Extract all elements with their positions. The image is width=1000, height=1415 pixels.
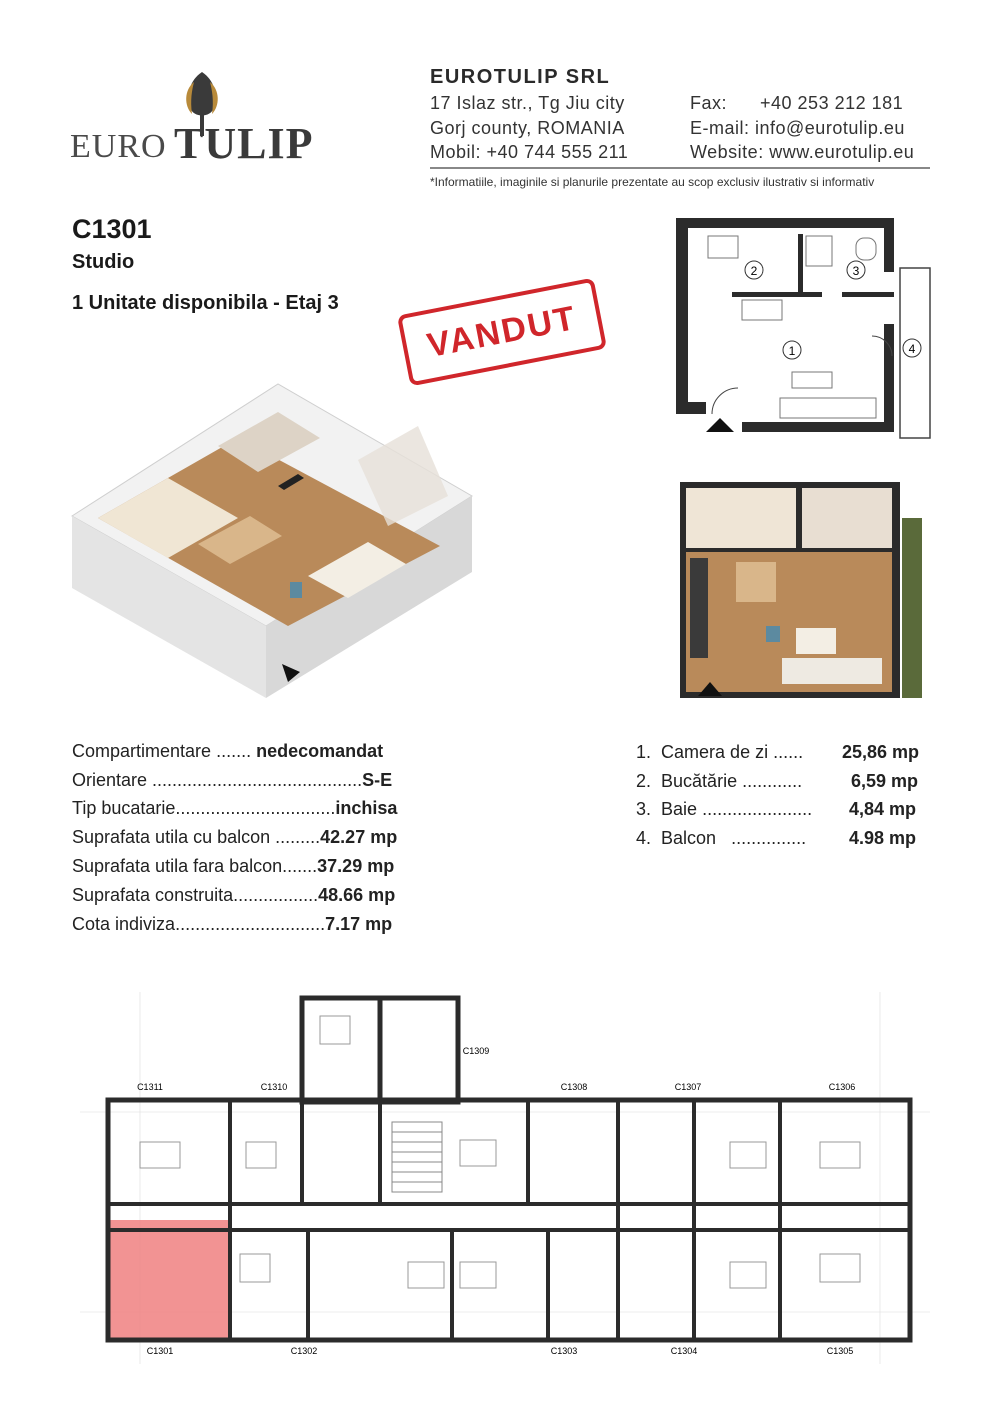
unit-label: C1302: [290, 1346, 318, 1356]
sold-stamp: VANDUT: [397, 278, 607, 387]
room-row: 1. Camera de zi ......: [636, 742, 804, 762]
unit-label: C1307: [674, 1082, 702, 1092]
plan-marker-2-label: 2: [750, 264, 758, 278]
unit-label: C1309: [462, 1046, 490, 1056]
plan-marker-3-label: 3: [852, 264, 860, 278]
unit-type: Studio: [72, 251, 135, 273]
mobile-line: Mobil: +40 744 555 211: [430, 142, 629, 162]
unit-availability: 1 Unitate disponibila - Etaj 3: [72, 292, 339, 314]
spec-row: Orientare ..........................................S-E: [72, 770, 393, 790]
unit-render-3d: [68, 376, 480, 704]
unit-label: C1304: [670, 1346, 698, 1356]
company-name: EUROTULIP SRL: [430, 66, 611, 88]
spec-row: Suprafata utila cu balcon .........42.27 mp: [72, 827, 398, 847]
unit-label: C1310: [260, 1082, 288, 1092]
spec-row: Tip bucatarie................................inchisa: [72, 798, 398, 818]
spec-row: Cota indiviza..............................7.17 mp: [72, 914, 393, 934]
room-row: 3. Baie ......................: [636, 799, 813, 819]
logo-euro-text: EURO: [70, 128, 167, 165]
email-line[interactable]: E-mail: info@eurotulip.eu: [690, 118, 905, 138]
disclaimer: *Informatiile, imaginile si planurile prezentate au scop exclusiv ilustrativ si informativ: [430, 175, 875, 189]
address-line-2: Gorj county, ROMANIA: [430, 118, 625, 138]
unit-label: C1303: [550, 1346, 578, 1356]
fax-line: Fax: +40 253 212 181: [690, 93, 904, 113]
logo-tulip-text: TULIP: [174, 119, 314, 168]
room-row: 4. Balcon ...............: [636, 828, 807, 848]
unit-label: C1301: [146, 1346, 174, 1356]
unit-label: C1306: [828, 1082, 856, 1092]
room-row: 2. Bucătărie ............: [636, 771, 803, 791]
website-line[interactable]: Website: www.eurotulip.eu: [690, 142, 915, 162]
header-divider: [430, 167, 930, 169]
spec-row: Suprafata construita.................48.66 mp: [72, 885, 396, 905]
address-line-1: 17 Islaz str., Tg Jiu city: [430, 93, 625, 113]
unit-floor-plan: [672, 214, 934, 446]
unit-render-topdown: [676, 478, 926, 708]
plan-marker-1-label: 1: [788, 344, 796, 358]
highlighted-unit-c1301[interactable]: [108, 1220, 230, 1340]
unit-code: C1301: [72, 214, 152, 244]
spec-row: Compartimentare ....... nedecomandat: [72, 741, 384, 761]
spec-row: Suprafata utila fara balcon.......37.29 mp: [72, 856, 395, 876]
unit-label: C1311: [137, 1082, 163, 1092]
room-area: 6,59 mp: [851, 771, 919, 791]
room-area: 25,86 mp: [842, 742, 920, 762]
plan-marker-4-label: 4: [908, 342, 916, 356]
room-area: 4.98 mp: [849, 828, 917, 848]
unit-label: C1305: [826, 1346, 854, 1356]
room-area: 4,84 mp: [849, 799, 917, 819]
building-floor-plan: [80, 992, 930, 1364]
entrance-arrow-icon: [706, 418, 734, 432]
unit-label: C1308: [560, 1082, 588, 1092]
